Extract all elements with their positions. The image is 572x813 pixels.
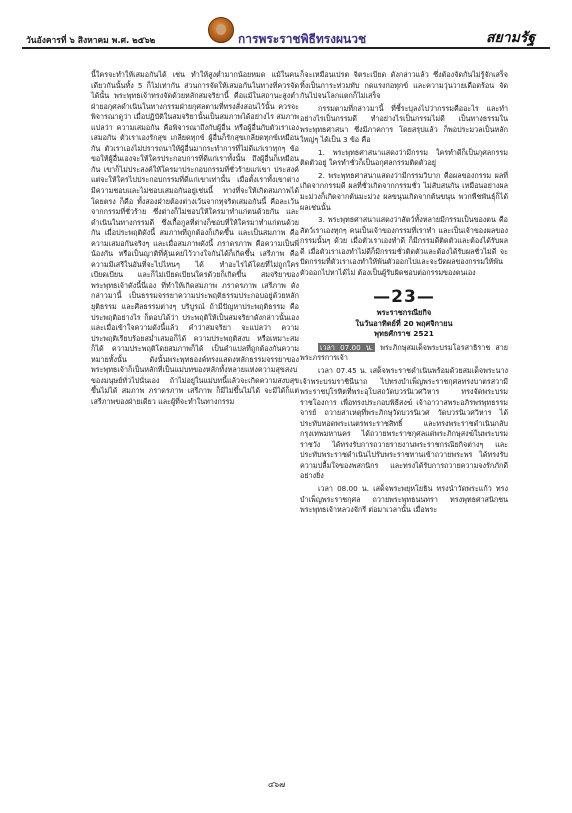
royal-portrait-emblem [208,17,234,43]
list-item-3: 3. พระพุทธศาสนาแสดงว่าสัตว์ทั้งหลายมีกรรมเป็นของตน คือสัตว์เราเองทุกๆ คนเป็นเจ้าของกรรมที่เราทำ และเป็นเจ้าของผลของกรรมนั้นๆ ด้วย เมื่อตัวเราเองทำดี ก็มีกรรมดีติดตัวและต้องได้รับผลดี เมื่อตัวเราเองทำไม่ดีก็มีกรรมชั่วติดตัวและต้องได้รับผลชั่วไม่ดี จะปัดกรรมที่ตัวเราเองทำให้พ้นตัวออกไปและจะปัดผลของกรรมให้พ้นตัวออกไปหาได้ไม่ ต้องเป็นผู้รับผิดชอบต่อกรรมของตนเอง [300,215,508,277]
right-paragraph-1: ก็จะเหมือนเปรต จิตระเบียด ดังกล่าวแล้ว ซึ่งต้องจัดกันไม่รู้จักเสร็จ ทิ้งเป็นภาระท่วมทับ กดแรงก่อทุกข์ และความวุ่นวายเดือดร้อน จัดกันไปจนโลกแตกก็ไม่เสร็จ [300,70,508,101]
right-paragraph-2: กรรมตามที่กล่าวมานี้ ที่ชี้ระบุลงไปว่ากรรมคืออะไร และทำอย่างไรเป็นกรรมดี ทำอย่างไรเป็นกรรมไม่ดี เป็นทางธรรมในพระพุทธศาสนา ซึ่งมีภาคการ โดยสรุปแล้ว ก็พอประมวลเป็นหลักใหญ่ๆ ได้เป็น 3 ข้อ คือ [300,103,508,145]
section-heading-2: ในวันอาทิตย์ที่ 20 พฤศจิกายน [355,318,453,328]
page-header [0,0,572,50]
left-column [91,70,299,408]
portrait-face [216,24,226,35]
schedule-entry-1 [300,343,508,364]
right-column [300,70,508,516]
schedule-time-3: เวลา 08.00 น. [318,484,369,493]
schedule-entry-2: เวลา 07.45 น. เสด็จพระราชดำเนินพร้อมด้วยสมเด็จพระนางเจ้าพระบรมราชินีนาถ ไปทรงบำเพ็ญพระราชกุศลทรงบาตรสวามีพระราชปุโรหิตที่พระอุโบสถวัดบวรนิเวศวิหาร ทรงจัดพระบรมราชโองการ เพื่อทรงประกอบพิธีสงฆ์ เจ้าอาวาสพระอภิรพรพุทธรรมจารย์ ถวายสาเหตุที่พระภิกษุวัดบวรนิเวศ วัดบวรนิเวศวิหาร ได้ประทับทอดพระเนตรพระราชสิทธิ์ และทรงพระราชดำเนินกลับ กรุงเทพมหานคร ได้ถวายพระราชกุศลแด่พระภิกษุสงฆ์ในพระบรมราชวัง ได้ทรงรับการถวายรายงานพระราชกรณียกิจต่างๆ และประทับพระราชดำเนินไปรับพระราชทานเข้าถวายพระพร ได้ทรงรับความปลื้มใจของพสกนิกร และทรงได้รับการถวายความจงรักภักดีอย่างยิ่ง [300,365,508,481]
schedule-entry-3 [300,484,508,516]
header-title: การพระราชพิธีทรงผนวช [238,32,367,46]
left-paragraph: นี้ใครจะทำให้เสมอกันได้ เช่น ทำให้สูงต่ำมากน้อยหมด แม้ในคนเดียวกันนั้นทั้ง 5 ก็ไม่เท่ากัน ส่วนการจัดให้เสมอกันในทางที่ควรจัดได้นั้น พระพุทธเจ้าทรงจัดด้วยหลักสมจริยานี้ คือแม้ในสถานะสูงต่ำ ฝ่ายอกุศลดำเนินในทางกรรมฝ่ายกุศลตามที่ทรงสั่งสอนไว้นั้น ควรจะพิจารณาดูว่า เมื่อปฏิบัติในสมจริยานั้นเป็นสมภาพได้อย่างไร สมภาพ แปลว่า ความเสมอกัน คือพิจารณาถึงกับผู้อื่น หรือผู้อื่นกับตัวเราเองเสมอกัน ตัวเราเองรักสุข เกลียดทุกข์ ผู้อื่นก็รักสุขเกลียดทุกข์เหมือนกัน ตัวเราเองไม่ปรารถนาให้ผู้อื่นมากระทำการที่ไม่ดีแก่เราทุกๆ ข้อ ขอให้ผู้อื่นเองจะให้ใครประกอบการที่ดีแก่เราทั้งนั้น ถึงผู้อื่นก็เหมือนกัน เขาก็ไม่ประสงค์ให้ใครมาประกอบกรรมที่ชั่วร้ายแก่เขา ประสงค์แต่จะให้ใครไปประกอบกรรมที่ดีแก่เขาเท่านั้น เมื่อตั้งเราทั้งเขาต่างมีความชอบและไม่ชอบเสมอกันอยู่เช่นนี้ ทางที่จะให้เกิดสมภาพได้โดยตรง ก็คือ ทั้งสองฝ่ายต้องต่างเว้นจากทุจริตเสมอกันนี้ คือละเว้นจากกรรมที่ชั่วร้าย ซึ่งต่างก็ไม่ชอบให้ใครมาทำแก่ตนด้วยกัน และดำเนินในทางกรรมดี ซึ่งเกื้อกูลที่ต่างก็ชอบที่ให้ใครมาทำแก่ตนด้วยกัน เมื่อประพฤติดังนี้ สมภาพที่ถูกต้องก็เกิดขึ้น และเป็นสมภาพ คือความเสมอกันจริงๆ และเมื่อสมภาพดังนี้ ภราดรภาพ คือความเป็นพี่น้องกัน หรือเป็นญาติที่คุ้นเคยไว้วางใจกันได้ก็เกิดขึ้น เสรีภาพ คือความมีเสรีในอันที่จะไปไหนๆ ได้ ทำอะไรได้โดยที่ไม่ถูกใครเบียดเบียน และก็ไม่เบียดเบียนใครด้วยก็เกิดขึ้น สมจริยาของพระพุทธเจ้าดังนี้นี่เอง ที่ทำให้เกิดสมภาพ ภราดรภาพ เสรีภาพ ดังกล่าวมานี้ เป็นธรรมจรรยาความประพฤติธรรมประกอบอยู่ด้วยหลักยุติธรรม และศีลธรรมต่างๆ บริบูรณ์ ถ้ามีปัญหาประพฤติธรรม คือประพฤติอย่างไร ก็ตอบได้ว่า ประพฤติให้เป็นสมจริยาดังกล่าวนั้นเอง และเมื่อเข้าใจความดังนี้แล้ว คำว่าสมจริยา จะแปลว่า ความประพฤติเรียบร้อยสม่ำเสมอก็ได้ ความประพฤติสงบ หรือเหมาะสมก็ได้ ความประพฤติโดยสมภาพก็ได้ เป็นคำแปลที่ถูกต้องกันความหมายทั้งนั้น ดังนั้นพระพุทธองค์ทรงแสดงหลักธรรมจรรยาของพระพุทธเจ้าก็เป็นหลักที่เป็นแม่บทของหลักทั้งหลายแห่งความสุขสงบของมนุษย์ทั่วไปนั่นเอง ถ้าไม่อยู่ในแม่บทนี้แล้วจะเกิดความสงบสุขขึ้นไม่ได้ สมภาพ ภราดรภาพ เสรีภาพ ก็มีไม่ขึ้นไม่ได้ จะมีได้ก็แต่เสรีภาพของฝ่ายเดียว และผู้ที่จะทำในทางกรรม [91,70,299,406]
section-heading-1: พระราชกรณียกิจ [376,308,432,318]
schedule-time-1: เวลา 07.00 น. [320,342,374,352]
page-number: ๔๖๗ [268,780,286,789]
list-item-2: 2. พระพุทธศาสนาแสดงว่ามีกรรมวิบาก คือผลของกรรม ผลที่เกิดจากกรรมดี ผลที่ชั่วเกิดจากกรรมชั่ว ไม่สับสนกัน เหมือนอย่างผลมะม่วงก็เกิดจากต้นมะม่วง ผลขนุนเกิดจากต้นขนุน พวกพืชพันธุ์ก็ได้ผลเช่นนั้น [300,170,508,212]
list-item-1: 1. พระพุทธศาสนาแสดงว่ามีกรรม ใครทำดีก็เป็นกุศลกรรมติดตัวอยู่ ใครทำชั่วก็เป็นอกุศลกรรมติดตัวอยู่ [300,147,508,168]
header-rule [22,47,550,49]
newspaper-brand: สยามรัฐ [486,30,536,46]
header-date: วันอังคารที่ ๖ สิงหาคม พ.ศ. ๒๕๖๒ [26,36,156,46]
section-heading-3: พุทธศักราช 2521 [374,329,434,339]
schedule-text-1: พระภิกษุสมเด็จพระบรมโอรสาธิราช สายพระภรรการเจ้า [300,342,508,363]
schedule-text-3: เสด็จพระพยุหโยธิน ทรงนำวัดพระแก้ว ทรงบำเพ็ญพระราชกุศล ถวายพระพุทธนนทรา ทรงพุทธศาสนิกชนพระพุทธเจ้าหลวงจักรี ต่อมาเวลานั้น เมื่อพระ [300,484,508,515]
section-number: —23— [373,287,435,308]
